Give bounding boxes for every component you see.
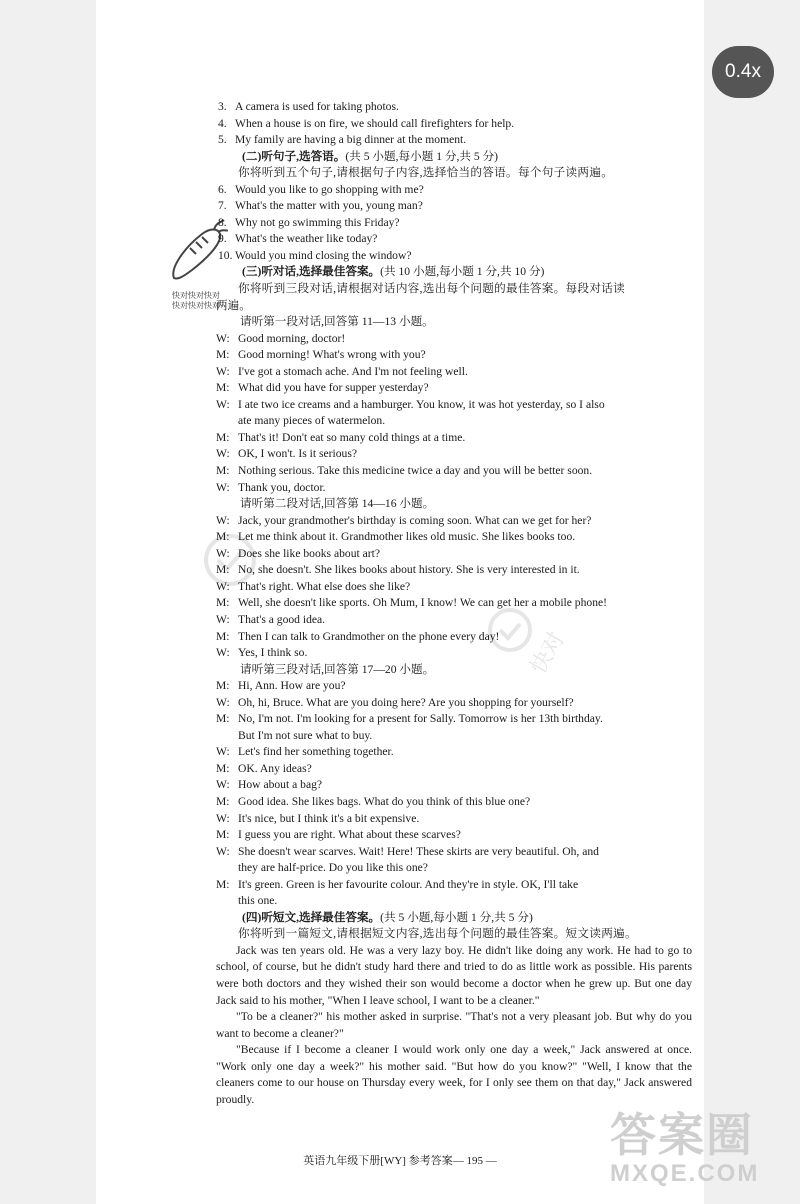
section2-items: [216, 182, 692, 265]
dialogue-line: [216, 645, 692, 662]
speaker-label: M:: [216, 464, 230, 478]
dialogue-line: [216, 794, 692, 811]
section-instruction: 你将听到三段对话,请根据对话内容,选出每个问题的最佳答案。每段对话读: [238, 282, 625, 296]
dialogue-1: [216, 331, 692, 496]
section-instruction: 你将听到一篇短文,请根据短文内容,选出每个问题的最佳答案。短文读两遍。: [238, 927, 637, 941]
dialogue-text: Yes, I think so.: [238, 646, 308, 660]
dialogue-text: Good idea. She likes bags. What do you think of this blue one?: [238, 794, 531, 808]
item-text: When a house is on fire, we should call firefighters for help.: [235, 116, 515, 130]
dialogue-line: [216, 695, 692, 712]
list-item: [216, 215, 692, 232]
dialogue-text: Jack, your grandmother's birthday is coming soon. What can we get for her?: [238, 513, 592, 527]
speaker-label: W:: [216, 778, 230, 792]
dialogue-line: [216, 612, 692, 629]
section-note: (共 5 小题,每小题 1 分,共 5 分): [380, 910, 533, 924]
section-note: (共 5 小题,每小题 1 分,共 5 分): [345, 149, 499, 163]
dialogue-text: But I'm not sure what to buy.: [238, 728, 373, 742]
dialogue-line: [216, 678, 692, 695]
dialogue-line: [216, 777, 692, 794]
item-number: 9.: [218, 232, 227, 246]
speaker-label: M:: [216, 828, 230, 842]
speaker-label: M:: [216, 530, 230, 544]
watermark-logo: 答案圈: [610, 1109, 754, 1161]
dialogue-text: Let me think about it. Grandmother likes old music. She likes books too.: [238, 530, 576, 544]
dialogue-text: She doesn't wear scarves. Wait! Here! These skirts are very beautiful. Oh, and: [238, 844, 599, 858]
footer-page: 参考答案— 195 —: [408, 1155, 497, 1167]
dialogue-3: [216, 678, 692, 910]
section-heading: [242, 910, 692, 927]
section-instruction: 你将听到五个句子,请根据句子内容,选择恰当的答语。每个句子读两遍。: [238, 166, 614, 180]
dialogue-line: [216, 529, 692, 546]
speaker-label: W:: [216, 546, 230, 560]
item-text: A camera is used for taking photos.: [235, 100, 399, 113]
item-text: Would you mind closing the window?: [235, 248, 412, 262]
dialogue-line: [216, 446, 692, 463]
dialogue-text: Thank you, doctor.: [238, 480, 326, 494]
watermark-domain: MXQE.COM: [610, 1160, 760, 1187]
speaker-label: M:: [216, 761, 230, 775]
item-number: 10.: [218, 248, 233, 262]
dialogue-line: [238, 728, 692, 745]
dialogue-text: I guess you are right. What about these scarves?: [238, 828, 461, 842]
footer-book: 英语九年级下册[WY]: [303, 1155, 406, 1167]
dialogue-text: It's green. Green is her favourite colour. And they're in style. OK, I'll take: [238, 877, 579, 891]
section-heading: [242, 149, 692, 166]
dialogue-text: OK, I won't. Is it serious?: [238, 447, 357, 461]
dialogue-line: [216, 579, 692, 596]
speaker-label: M:: [216, 348, 230, 362]
dialogue-text: That's it! Don't eat so many cold things at a time.: [238, 430, 466, 444]
dialogue-text: they are half-price. Do you like this one?: [238, 861, 428, 875]
dialogue-text: I ate two ice creams and a hamburger. You know, it was hot yesterday, so I also: [238, 397, 605, 411]
section-title: (二)听句子,选答语。: [242, 149, 346, 163]
dialogue-text: this one.: [238, 894, 278, 908]
speaker-label: M:: [216, 629, 230, 643]
dialogue-line: [216, 463, 692, 480]
dialogue-text: ate many pieces of watermelon.: [238, 414, 386, 428]
speaker-label: W:: [216, 331, 230, 345]
dialogue-line: [216, 513, 692, 530]
item-number: 3.: [218, 100, 227, 113]
section-note: (共 10 小题,每小题 1 分,共 10 分): [380, 265, 545, 279]
dialogue-text: No, she doesn't. She likes books about history. She is very interested in it.: [238, 563, 580, 577]
speaker-label: M:: [216, 430, 230, 444]
sticker-caption: [172, 291, 220, 311]
dialogue-text: Hi, Ann. How are you?: [238, 679, 346, 693]
item-number: 8.: [218, 215, 227, 229]
item-number: 7.: [218, 199, 227, 213]
speaker-label: W:: [216, 811, 230, 825]
speaker-label: M:: [216, 877, 230, 891]
dialogue-line: [216, 480, 692, 497]
site-watermark: [610, 1110, 790, 1200]
list-item: [216, 198, 692, 215]
passage-paragraph: Jack was ten years old. He was a very lazy boy. He didn't like doing any work. He had to go to school, of course, but he didn't study hard there and tried to do as little work as possible. His parents were both doctors and they wished their son would become a doctor when he grew up. But one day Jack said to his mother, "When I leave school, I want to be a cleaner.": [216, 943, 692, 1007]
dialogue-line: [216, 844, 692, 861]
answer-transcript: [216, 99, 692, 1108]
dialogue-text: Good morning! What's wrong with you?: [238, 348, 426, 362]
speaker-label: W:: [216, 513, 230, 527]
speaker-label: W:: [216, 844, 230, 858]
watermark-seal-text: 快对: [525, 627, 569, 678]
dialogue-line: [216, 397, 692, 414]
dialogue-text: What did you have for supper yesterday?: [238, 381, 429, 395]
item-number: 5.: [218, 133, 227, 147]
item-number: 4.: [218, 116, 227, 130]
list-item: [216, 99, 692, 116]
list-item: [216, 132, 692, 149]
dialogue-heading: 请听第三段对话,回答第 17—20 小题。: [240, 662, 435, 676]
dialogue-line: [216, 380, 692, 397]
dialogue-text: Then I can talk to Grandmother on the phone every day!: [238, 629, 500, 643]
dialogue-line: [238, 893, 692, 910]
speaker-label: W:: [216, 447, 230, 461]
list-item: [216, 231, 692, 248]
dialogue-line: [216, 877, 692, 894]
dialogue-line: [216, 827, 692, 844]
speaker-label: W:: [216, 646, 230, 660]
dialogue-line: [238, 860, 692, 877]
dialogue-line: [216, 347, 692, 364]
speaker-label: W:: [216, 397, 230, 411]
section-title: (三)听对话,选择最佳答案。: [242, 265, 381, 279]
speaker-label: M:: [216, 563, 230, 577]
dialogue-line: [216, 761, 692, 778]
item-text: Would you like to go shopping with me?: [235, 182, 424, 196]
dialogue-line: [216, 744, 692, 761]
list-item: [216, 182, 692, 199]
dialogue-text: Nothing serious. Take this medicine twice a day and you will be better soon.: [238, 464, 593, 478]
item-text: Why not go swimming this Friday?: [235, 215, 400, 229]
dialogue-heading: 请听第一段对话,回答第 11—13 小题。: [240, 315, 434, 329]
dialogue-line: [216, 595, 692, 612]
speaker-label: W:: [216, 745, 230, 759]
item-number: 6.: [218, 182, 227, 196]
items-top: [216, 99, 692, 149]
item-text: My family are having a big dinner at the moment.: [235, 133, 467, 147]
dialogue-line: [238, 413, 692, 430]
dialogue-text: OK. Any ideas?: [238, 761, 312, 775]
dialogue-line: [216, 562, 692, 579]
dialogue-text: Let's find her something together.: [238, 745, 394, 759]
dialogue-heading: 请听第二段对话,回答第 14—16 小题。: [240, 497, 435, 511]
dialogue-text: I've got a stomach ache. And I'm not feeling well.: [238, 364, 468, 378]
zoom-level-badge[interactable]: 0.4x: [712, 46, 774, 98]
dialogue-line: [216, 629, 692, 646]
item-text: What's the weather like today?: [235, 232, 378, 246]
section-title: (四)听短文,选择最佳答案。: [242, 910, 381, 924]
speaker-label: M:: [216, 679, 230, 693]
dialogue-line: [216, 364, 692, 381]
dialogue-text: No, I'm not. I'm looking for a present for Sally. Tomorrow is her 13th birthday.: [238, 712, 603, 726]
dialogue-line: [216, 331, 692, 348]
dialogue-text: That's a good idea.: [238, 612, 326, 626]
list-item: [216, 248, 692, 265]
speaker-label: W:: [216, 364, 230, 378]
speaker-label: W:: [216, 579, 230, 593]
passage-paragraph: "Because if I become a cleaner I would work only one day a week," Jack answered at once. "Work only one day a week?" his mother said. "But how do you know?" "Well, I know that the cleaners come to our house on Thursday every week, for I only see them on that day," Jack answered proudly.: [216, 1043, 692, 1106]
speaker-label: W:: [216, 480, 230, 494]
speaker-label: M:: [216, 381, 230, 395]
section-heading: [242, 264, 692, 281]
section-instruction-cont: 两遍。: [216, 298, 251, 312]
speaker-label: M:: [216, 596, 230, 610]
dialogue-line: [216, 711, 692, 728]
sticker-caption-line: 快对快对快对: [172, 291, 220, 300]
speaker-label: M:: [216, 794, 230, 808]
item-text: What's the matter with you, young man?: [235, 199, 423, 213]
dialogue-text: How about a bag?: [238, 778, 323, 792]
speaker-label: M:: [216, 712, 230, 726]
dialogue-text: Oh, hi, Bruce. What are you doing here? Are you shopping for yourself?: [238, 695, 574, 709]
dialogue-line: [216, 430, 692, 447]
dialogue-line: [216, 811, 692, 828]
dialogue-text: Good morning, doctor!: [238, 331, 346, 345]
sticker-caption-line: 快对快对快对: [172, 301, 220, 310]
dialogue-text: Well, she doesn't like sports. Oh Mum, I know! We can get her a mobile phone!: [238, 596, 607, 610]
dialogue-line: [216, 546, 692, 563]
dialogue-text: Does she like books about art?: [238, 546, 380, 560]
list-item: [216, 116, 692, 133]
speaker-label: W:: [216, 695, 230, 709]
dialogue-text: It's nice, but I think it's a bit expensive.: [238, 811, 420, 825]
dialogue-text: That's right. What else does she like?: [238, 579, 411, 593]
passage-paragraph: "To be a cleaner?" his mother asked in surprise. "That's not a very pleasant job. But why do you want to become a cleaner?": [216, 1010, 692, 1040]
speaker-label: W:: [216, 612, 230, 626]
dialogue-2: [216, 513, 692, 662]
